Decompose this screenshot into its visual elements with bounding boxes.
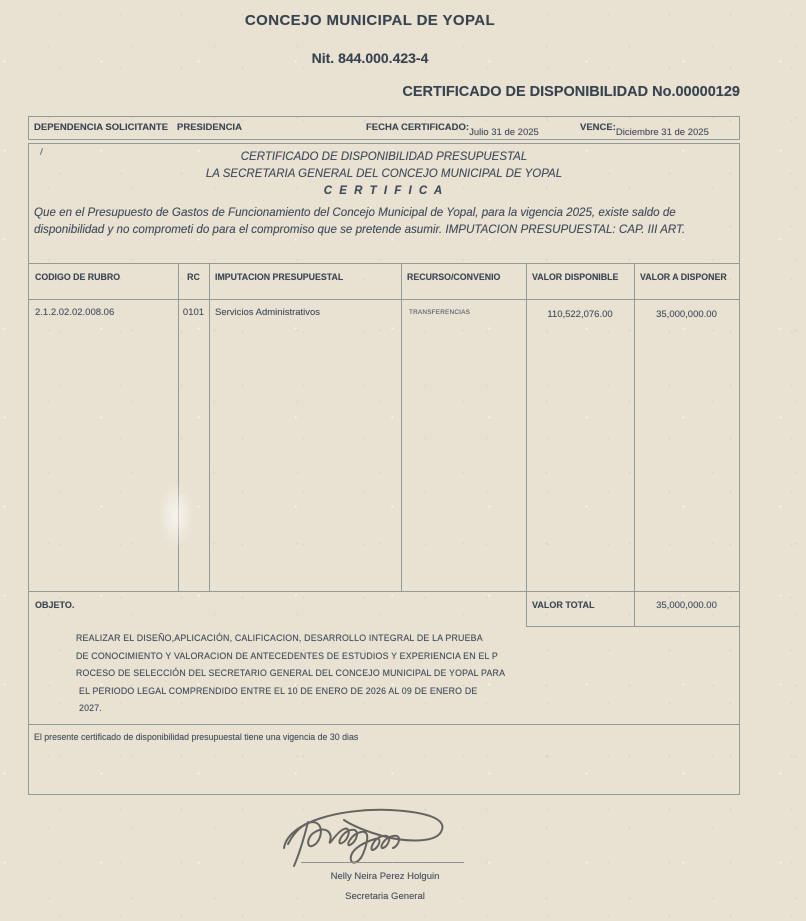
certification-paragraph: Que en el Presupuesto de Gastos de Funcionamiento del Concejo Municipal de Yopal, para la vigencia 2025, existe saldo de disponibilidad y no comprometi do para el compromiso que se pretende asumir. IMPUTACION PRESUPUESTAL: CAP. III ART. xyxy=(34,206,686,236)
certificate-body-box xyxy=(28,143,740,795)
cert-heading-line1: CERTIFICADO DE DISPONIBILIDAD PRESUPUESTAL xyxy=(240,151,528,163)
col-header-valor-disponible: VALOR DISPONIBLE xyxy=(532,272,619,282)
signer-title: Secretaria General xyxy=(345,891,425,902)
dependencia-label: DEPENDENCIA SOLICITANTE xyxy=(34,122,169,133)
valor-total-label: VALOR TOTAL xyxy=(532,600,595,610)
objeto-paragraph xyxy=(76,630,505,718)
table-col-line-2 xyxy=(209,263,210,591)
certificate-number-title: CERTIFICADO DE DISPONIBILIDAD No.00000129 xyxy=(402,84,740,100)
table-top-line xyxy=(29,263,739,264)
col-header-imputacion: IMPUTACION PRESUPUESTAL xyxy=(215,272,344,282)
validity-note: El presente certificado de disponibilidad presupuestal tiene una vigencia de 30 dias xyxy=(34,732,359,742)
dependencia-value: PRESIDENCIA xyxy=(177,122,242,133)
nit-number: Nit. 844.000.423-4 xyxy=(311,50,429,66)
col-header-valor-a-disponer: VALOR A DISPONER xyxy=(640,272,727,282)
cell-rc: 0101 xyxy=(182,307,205,318)
objeto-line: REALIZAR EL DISEÑO,APLICACIÓN, CALIFICACION, DESARROLLO INTEGRAL DE LA PRUEBA xyxy=(76,633,483,643)
objeto-line: EL PERIODO LEGAL COMPRENDIDO ENTRE EL 10 DE ENERO DE 2026 AL 09 DE ENERO DE xyxy=(79,685,478,696)
objeto-line: DE CONOCIMIENTO Y VALORACION DE ANTECEDENTES DE ESTUDIOS Y EXPERIENCIA EN EL P xyxy=(76,650,498,661)
handwritten-signature xyxy=(278,806,478,870)
cell-codigo: 2.1.2.02.02.008.06 xyxy=(35,307,115,318)
col-header-codigo: CODIGO DE RUBRO xyxy=(35,272,121,282)
cell-valor-a-disponer: 35,000,000.00 xyxy=(656,309,717,320)
table-col-line-3 xyxy=(401,263,402,591)
footer-separator-line xyxy=(29,724,739,725)
objeto-label: OBJETO. xyxy=(35,600,75,610)
objeto-line: 2027. xyxy=(79,703,103,714)
table-bottom-line xyxy=(29,591,739,592)
paper-crease-artifact xyxy=(158,480,194,550)
valor-total-bottom-line xyxy=(526,626,739,627)
signature-line xyxy=(301,862,464,863)
cert-heading-line2: LA SECRETARIA GENERAL DEL CONCEJO MUNICIPAL DE YOPAL xyxy=(205,168,563,180)
certifica-heading: C E R T I F I C A xyxy=(323,185,445,197)
valor-total-value: 35,000,000.00 xyxy=(656,600,717,611)
table-header-bottom-line xyxy=(29,299,739,300)
cell-recurso: TRANSFERENCIAS xyxy=(409,309,471,316)
fecha-certificado: FECHA CERTIFICADO: Julio 31 de 2025 xyxy=(366,122,539,138)
vence: VENCE: Diciembre 31 de 2025 xyxy=(580,122,709,138)
col-header-recurso: RECURSO/CONVENIO xyxy=(407,272,501,282)
cell-valor-disponible: 110,522,076.00 xyxy=(547,309,613,320)
cell-imputacion: Servicios Administrativos xyxy=(215,307,321,318)
request-info-strip xyxy=(28,116,740,140)
col-header-rc: RC xyxy=(187,272,200,282)
signer-name: Nelly Neira Perez Holguin xyxy=(330,871,440,882)
objeto-line: ROCESO DE SELECCIÓN DEL SECRETARIO GENERAL DEL CONCEJO MUNICIPAL DE YOPAL PARA xyxy=(76,668,506,679)
organization-title: CONCEJO MUNICIPAL DE YOPAL xyxy=(244,12,496,29)
